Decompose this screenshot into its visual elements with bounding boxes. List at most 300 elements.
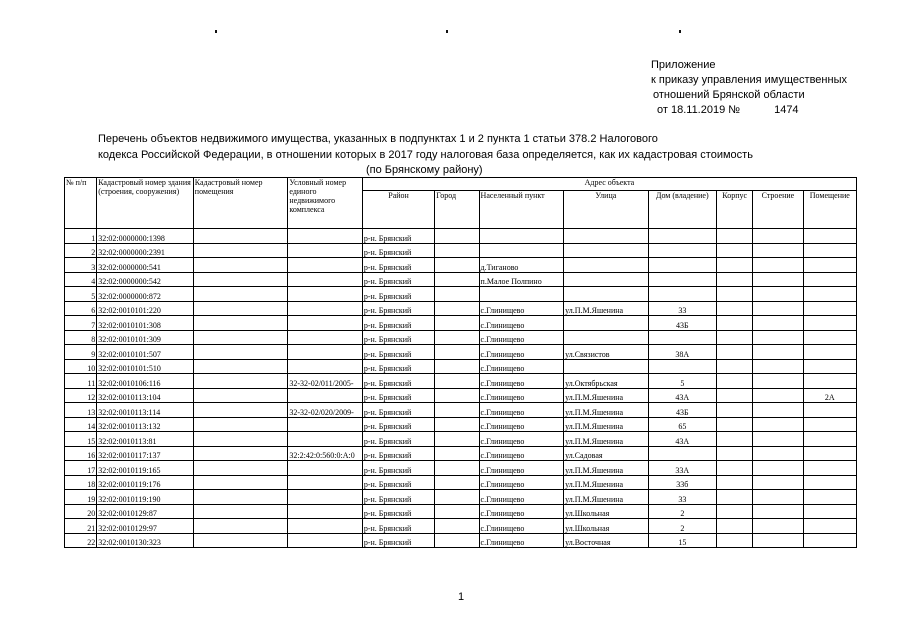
cell-cad-building: 32:02:0010117:137 bbox=[97, 446, 194, 461]
cell-city bbox=[435, 403, 479, 418]
header-num: № п/п bbox=[65, 178, 97, 229]
cell-room bbox=[803, 432, 856, 447]
cell-cad-building: 32:02:0010113:81 bbox=[97, 432, 194, 447]
cell-city bbox=[435, 461, 479, 476]
cell-city bbox=[435, 374, 479, 389]
cell-locality: с.Глинищево bbox=[479, 359, 564, 374]
cell-num: 10 bbox=[65, 359, 97, 374]
header-building: Строение bbox=[753, 191, 803, 229]
cell-room bbox=[803, 287, 856, 302]
cell-block bbox=[717, 272, 753, 287]
cell-cad-room bbox=[193, 243, 288, 258]
cell-street: ул.Школьная bbox=[564, 504, 649, 519]
cell-district: р-н. Брянский bbox=[362, 388, 434, 403]
cell-cad-room bbox=[193, 446, 288, 461]
cell-street bbox=[564, 243, 649, 258]
cell-cad-building: 32:02:0000000:541 bbox=[97, 258, 194, 273]
header-block: Корпус bbox=[717, 191, 753, 229]
page-number: 1 bbox=[458, 591, 465, 603]
cell-block bbox=[717, 432, 753, 447]
cell-block bbox=[717, 258, 753, 273]
cell-locality: с.Глинищево bbox=[479, 388, 564, 403]
cell-building bbox=[753, 330, 803, 345]
cell-district: р-н. Брянский bbox=[362, 359, 434, 374]
cell-district: р-н. Брянский bbox=[362, 432, 434, 447]
cell-cad-building: 32:02:0000000:1398 bbox=[97, 229, 194, 244]
cell-locality: с.Глинищево bbox=[479, 417, 564, 432]
cell-street bbox=[564, 330, 649, 345]
cell-cad-building: 32:02:0000000:872 bbox=[97, 287, 194, 302]
cell-city bbox=[435, 504, 479, 519]
cell-conditional-number bbox=[288, 272, 362, 287]
cell-locality: с.Глинищево bbox=[479, 374, 564, 389]
cell-cad-room bbox=[193, 519, 288, 534]
cell-num: 6 bbox=[65, 301, 97, 316]
order-line bbox=[651, 103, 847, 118]
cell-conditional-number bbox=[288, 229, 362, 244]
cell-block bbox=[717, 388, 753, 403]
cell-city bbox=[435, 243, 479, 258]
cell-building bbox=[753, 432, 803, 447]
table-row bbox=[65, 490, 857, 505]
cell-cad-room bbox=[193, 417, 288, 432]
cell-city bbox=[435, 533, 479, 548]
order-number: 1474 bbox=[774, 104, 799, 116]
cell-locality: д.Тиганово bbox=[479, 258, 564, 273]
cell-cad-room bbox=[193, 374, 288, 389]
cell-conditional-number: 32:2:42:0:560:0:А:0 bbox=[288, 446, 362, 461]
cell-street: ул.Связистов bbox=[564, 345, 649, 360]
cell-cad-building: 32:02:0010130:323 bbox=[97, 533, 194, 548]
cell-house: 33 bbox=[648, 301, 716, 316]
table-row bbox=[65, 446, 857, 461]
scan-speck bbox=[679, 30, 681, 33]
cell-num: 18 bbox=[65, 475, 97, 490]
cell-cad-building: 32:02:0010129:87 bbox=[97, 504, 194, 519]
cell-cad-room bbox=[193, 403, 288, 418]
cell-district: р-н. Брянский bbox=[362, 519, 434, 534]
cell-room bbox=[803, 475, 856, 490]
cell-conditional-number bbox=[288, 330, 362, 345]
appendix-line: отношений Брянской области bbox=[653, 89, 805, 101]
cell-street: ул.П.М.Яшенина bbox=[564, 388, 649, 403]
cell-cad-building: 32:02:0010106:116 bbox=[97, 374, 194, 389]
cell-cad-building: 32:02:0010113:104 bbox=[97, 388, 194, 403]
cell-num: 17 bbox=[65, 461, 97, 476]
cell-house: 33А bbox=[648, 461, 716, 476]
header-room: Помещение bbox=[803, 191, 856, 229]
cell-locality bbox=[479, 287, 564, 302]
cell-building bbox=[753, 345, 803, 360]
cell-cad-building: 32:02:0010119:176 bbox=[97, 475, 194, 490]
cell-room bbox=[803, 461, 856, 476]
cell-room bbox=[803, 258, 856, 273]
cell-block bbox=[717, 330, 753, 345]
cell-num: 5 bbox=[65, 287, 97, 302]
cell-locality: с.Глинищево bbox=[479, 330, 564, 345]
header-cad-room: Кадастровый номер помещения bbox=[193, 178, 288, 229]
cell-street: ул.П.М.Яшенина bbox=[564, 461, 649, 476]
cell-num: 13 bbox=[65, 403, 97, 418]
document-title bbox=[98, 131, 798, 163]
cell-house: 43А bbox=[648, 388, 716, 403]
property-table bbox=[64, 177, 857, 548]
header-city: Город bbox=[435, 191, 479, 229]
cell-cad-room bbox=[193, 388, 288, 403]
appendix-line: Приложение bbox=[651, 59, 716, 71]
cell-house bbox=[648, 243, 716, 258]
cell-locality: п.Малое Полпино bbox=[479, 272, 564, 287]
cell-num: 19 bbox=[65, 490, 97, 505]
cell-city bbox=[435, 330, 479, 345]
cell-district: р-н. Брянский bbox=[362, 243, 434, 258]
cell-room bbox=[803, 490, 856, 505]
cell-building bbox=[753, 519, 803, 534]
cell-cad-building: 32:02:0010119:165 bbox=[97, 461, 194, 476]
table-row bbox=[65, 374, 857, 389]
cell-num: 22 bbox=[65, 533, 97, 548]
table-row bbox=[65, 432, 857, 447]
cell-cad-room bbox=[193, 272, 288, 287]
cell-district: р-н. Брянский bbox=[362, 446, 434, 461]
cell-conditional-number bbox=[288, 533, 362, 548]
cell-district: р-н. Брянский bbox=[362, 301, 434, 316]
cell-locality: с.Глинищево bbox=[479, 301, 564, 316]
cell-block bbox=[717, 461, 753, 476]
cell-city bbox=[435, 446, 479, 461]
cell-house bbox=[648, 258, 716, 273]
cell-room bbox=[803, 359, 856, 374]
cell-locality: с.Глинищево bbox=[479, 519, 564, 534]
cell-conditional-number bbox=[288, 388, 362, 403]
header-locality: Населенный пункт bbox=[479, 191, 564, 229]
cell-house: 43Б bbox=[648, 403, 716, 418]
cell-city bbox=[435, 229, 479, 244]
cell-conditional-number bbox=[288, 475, 362, 490]
cell-locality: с.Глинищево bbox=[479, 432, 564, 447]
cell-house: 2 bbox=[648, 519, 716, 534]
appendix-line: к приказу управления имущественных bbox=[651, 74, 847, 86]
header-address: Адрес объекта bbox=[362, 178, 856, 191]
cell-conditional-number: 32-32-02/011/2005- bbox=[288, 374, 362, 389]
cell-district: р-н. Брянский bbox=[362, 417, 434, 432]
table-row bbox=[65, 403, 857, 418]
cell-city bbox=[435, 417, 479, 432]
cell-city bbox=[435, 490, 479, 505]
cell-cad-room bbox=[193, 490, 288, 505]
cell-city bbox=[435, 475, 479, 490]
cell-house bbox=[648, 272, 716, 287]
cell-city bbox=[435, 345, 479, 360]
cell-conditional-number bbox=[288, 345, 362, 360]
cell-street: ул.П.М.Яшенина bbox=[564, 490, 649, 505]
cell-block bbox=[717, 504, 753, 519]
cell-district: р-н. Брянский bbox=[362, 403, 434, 418]
cell-num: 7 bbox=[65, 316, 97, 331]
cell-room bbox=[803, 504, 856, 519]
cell-room bbox=[803, 243, 856, 258]
table-row bbox=[65, 330, 857, 345]
cell-block bbox=[717, 519, 753, 534]
cell-num: 2 bbox=[65, 243, 97, 258]
cell-cad-room bbox=[193, 475, 288, 490]
cell-district: р-н. Брянский bbox=[362, 461, 434, 476]
cell-cad-room bbox=[193, 533, 288, 548]
cell-city bbox=[435, 432, 479, 447]
cell-house: 38А bbox=[648, 345, 716, 360]
cell-room: 2А bbox=[803, 388, 856, 403]
cell-num: 3 bbox=[65, 258, 97, 273]
cell-cad-room bbox=[193, 301, 288, 316]
cell-conditional-number bbox=[288, 301, 362, 316]
table-row bbox=[65, 533, 857, 548]
order-date: от 18.11.2019 № bbox=[657, 104, 741, 116]
cell-locality: с.Глинищево bbox=[479, 490, 564, 505]
cell-block bbox=[717, 243, 753, 258]
table-row bbox=[65, 287, 857, 302]
cell-room bbox=[803, 330, 856, 345]
cell-building bbox=[753, 374, 803, 389]
cell-conditional-number bbox=[288, 504, 362, 519]
table-row bbox=[65, 519, 857, 534]
table-row bbox=[65, 229, 857, 244]
cell-city bbox=[435, 388, 479, 403]
cell-locality: с.Глинищево bbox=[479, 403, 564, 418]
cell-building bbox=[753, 461, 803, 476]
cell-street: ул.П.М.Яшенина bbox=[564, 475, 649, 490]
cell-cad-room bbox=[193, 461, 288, 476]
cell-cad-building: 32:02:0010113:132 bbox=[97, 417, 194, 432]
cell-street bbox=[564, 359, 649, 374]
cell-room bbox=[803, 417, 856, 432]
cell-district: р-н. Брянский bbox=[362, 533, 434, 548]
cell-conditional-number bbox=[288, 490, 362, 505]
cell-block bbox=[717, 359, 753, 374]
cell-building bbox=[753, 272, 803, 287]
cell-cad-room bbox=[193, 316, 288, 331]
cell-house: 43А bbox=[648, 432, 716, 447]
cell-conditional-number bbox=[288, 316, 362, 331]
cell-house bbox=[648, 287, 716, 302]
cell-num: 11 bbox=[65, 374, 97, 389]
table-row bbox=[65, 417, 857, 432]
cell-city bbox=[435, 287, 479, 302]
cell-district: р-н. Брянский bbox=[362, 316, 434, 331]
cell-block bbox=[717, 475, 753, 490]
table-row bbox=[65, 316, 857, 331]
header-house: Дом (владение) bbox=[648, 191, 716, 229]
cell-district: р-н. Брянский bbox=[362, 475, 434, 490]
cell-house bbox=[648, 330, 716, 345]
cell-district: р-н. Брянский bbox=[362, 229, 434, 244]
cell-street bbox=[564, 229, 649, 244]
cell-locality: с.Глинищево bbox=[479, 461, 564, 476]
cell-street bbox=[564, 258, 649, 273]
cell-conditional-number bbox=[288, 287, 362, 302]
cell-num: 20 bbox=[65, 504, 97, 519]
cell-room bbox=[803, 519, 856, 534]
cell-building bbox=[753, 403, 803, 418]
table-row bbox=[65, 504, 857, 519]
cell-house: 33 bbox=[648, 490, 716, 505]
cell-locality bbox=[479, 229, 564, 244]
cell-building bbox=[753, 533, 803, 548]
cell-cad-building: 32:02:0010113:114 bbox=[97, 403, 194, 418]
cell-building bbox=[753, 475, 803, 490]
cell-cad-building: 32:02:0010101:308 bbox=[97, 316, 194, 331]
cell-cad-building: 32:02:0010101:510 bbox=[97, 359, 194, 374]
cell-cad-building: 32:02:0010101:220 bbox=[97, 301, 194, 316]
cell-cad-building: 32:02:0010101:507 bbox=[97, 345, 194, 360]
cell-city bbox=[435, 301, 479, 316]
cell-building bbox=[753, 490, 803, 505]
cell-conditional-number bbox=[288, 519, 362, 534]
cell-num: 21 bbox=[65, 519, 97, 534]
cell-district: р-н. Брянский bbox=[362, 504, 434, 519]
cell-cad-building: 32:02:0010119:190 bbox=[97, 490, 194, 505]
table-row bbox=[65, 258, 857, 273]
table-body bbox=[65, 229, 857, 548]
cell-block bbox=[717, 374, 753, 389]
cell-building bbox=[753, 287, 803, 302]
cell-conditional-number: 32-32-02/020/2009- bbox=[288, 403, 362, 418]
cell-district: р-н. Брянский bbox=[362, 345, 434, 360]
cell-room bbox=[803, 272, 856, 287]
cell-district: р-н. Брянский bbox=[362, 330, 434, 345]
cell-num: 4 bbox=[65, 272, 97, 287]
cell-block bbox=[717, 403, 753, 418]
cell-num: 15 bbox=[65, 432, 97, 447]
cell-conditional-number bbox=[288, 258, 362, 273]
cell-street: ул.П.М.Яшенина bbox=[564, 417, 649, 432]
cell-building bbox=[753, 243, 803, 258]
cell-locality: с.Глинищево bbox=[479, 504, 564, 519]
cell-house: 2 bbox=[648, 504, 716, 519]
title-line: Перечень объектов недвижимого имущества, указанных в подпунктах 1 и 2 пункта 1 статьи 378.2 Налогового bbox=[98, 133, 658, 145]
table-row bbox=[65, 461, 857, 476]
title-line: кодекса Российской Федерации, в отношении которых в 2017 году налоговая база определяется, как их кадастровая стоимость bbox=[98, 149, 753, 161]
cell-district: р-н. Брянский bbox=[362, 490, 434, 505]
cell-cad-room bbox=[193, 359, 288, 374]
cell-conditional-number bbox=[288, 417, 362, 432]
table-row bbox=[65, 301, 857, 316]
cell-district: р-н. Брянский bbox=[362, 374, 434, 389]
cell-building bbox=[753, 417, 803, 432]
cell-room bbox=[803, 403, 856, 418]
document-subtitle: (по Брянскому району) bbox=[366, 164, 483, 176]
cell-cad-room bbox=[193, 504, 288, 519]
cell-num: 1 bbox=[65, 229, 97, 244]
header-conditional-number: Условный номер единого недвижимого комплекса bbox=[288, 178, 362, 229]
cell-block bbox=[717, 287, 753, 302]
cell-district: р-н. Брянский bbox=[362, 287, 434, 302]
cell-house: 65 bbox=[648, 417, 716, 432]
cell-building bbox=[753, 446, 803, 461]
cell-conditional-number bbox=[288, 359, 362, 374]
cell-cad-building: 32:02:0010129:97 bbox=[97, 519, 194, 534]
cell-num: 12 bbox=[65, 388, 97, 403]
cell-building bbox=[753, 229, 803, 244]
cell-building bbox=[753, 388, 803, 403]
cell-street bbox=[564, 287, 649, 302]
cell-num: 9 bbox=[65, 345, 97, 360]
cell-city bbox=[435, 359, 479, 374]
cell-city bbox=[435, 258, 479, 273]
cell-num: 8 bbox=[65, 330, 97, 345]
cell-city bbox=[435, 272, 479, 287]
cell-cad-room bbox=[193, 345, 288, 360]
scan-speck bbox=[446, 30, 448, 33]
cell-district: р-н. Брянский bbox=[362, 258, 434, 273]
scan-speck bbox=[215, 30, 217, 33]
cell-cad-building: 32:02:0000000:542 bbox=[97, 272, 194, 287]
cell-street: ул.П.М.Яшенина bbox=[564, 403, 649, 418]
appendix-block bbox=[651, 58, 847, 118]
cell-street: ул.Садовая bbox=[564, 446, 649, 461]
cell-house bbox=[648, 229, 716, 244]
cell-district: р-н. Брянский bbox=[362, 272, 434, 287]
cell-block bbox=[717, 490, 753, 505]
cell-num: 14 bbox=[65, 417, 97, 432]
cell-building bbox=[753, 301, 803, 316]
cell-locality: с.Глинищево bbox=[479, 533, 564, 548]
cell-block bbox=[717, 446, 753, 461]
cell-block bbox=[717, 417, 753, 432]
cell-room bbox=[803, 316, 856, 331]
cell-building bbox=[753, 359, 803, 374]
cell-house: 33б bbox=[648, 475, 716, 490]
cell-house bbox=[648, 446, 716, 461]
header-district: Район bbox=[362, 191, 434, 229]
table-row bbox=[65, 475, 857, 490]
cell-conditional-number bbox=[288, 461, 362, 476]
cell-room bbox=[803, 345, 856, 360]
cell-house bbox=[648, 359, 716, 374]
cell-building bbox=[753, 504, 803, 519]
cell-locality: с.Глинищево bbox=[479, 446, 564, 461]
cell-room bbox=[803, 229, 856, 244]
cell-cad-building: 32:02:0000000:2391 bbox=[97, 243, 194, 258]
cell-house: 15 bbox=[648, 533, 716, 548]
cell-locality bbox=[479, 243, 564, 258]
cell-city bbox=[435, 519, 479, 534]
cell-street: ул.П.М.Яшенина bbox=[564, 432, 649, 447]
cell-street bbox=[564, 316, 649, 331]
table-row bbox=[65, 359, 857, 374]
table-row bbox=[65, 272, 857, 287]
cell-house: 43Б bbox=[648, 316, 716, 331]
cell-street bbox=[564, 272, 649, 287]
table-row bbox=[65, 345, 857, 360]
table-row bbox=[65, 388, 857, 403]
cell-house: 5 bbox=[648, 374, 716, 389]
cell-block bbox=[717, 316, 753, 331]
cell-cad-room bbox=[193, 229, 288, 244]
cell-cad-room bbox=[193, 432, 288, 447]
cell-locality: с.Глинищево bbox=[479, 475, 564, 490]
cell-cad-room bbox=[193, 287, 288, 302]
cell-num: 16 bbox=[65, 446, 97, 461]
cell-block bbox=[717, 301, 753, 316]
cell-building bbox=[753, 316, 803, 331]
cell-street: ул.Восточная bbox=[564, 533, 649, 548]
cell-conditional-number bbox=[288, 432, 362, 447]
cell-building bbox=[753, 258, 803, 273]
cell-room bbox=[803, 374, 856, 389]
cell-conditional-number bbox=[288, 243, 362, 258]
cell-street: ул.Школьная bbox=[564, 519, 649, 534]
cell-street: ул.Октябрьская bbox=[564, 374, 649, 389]
